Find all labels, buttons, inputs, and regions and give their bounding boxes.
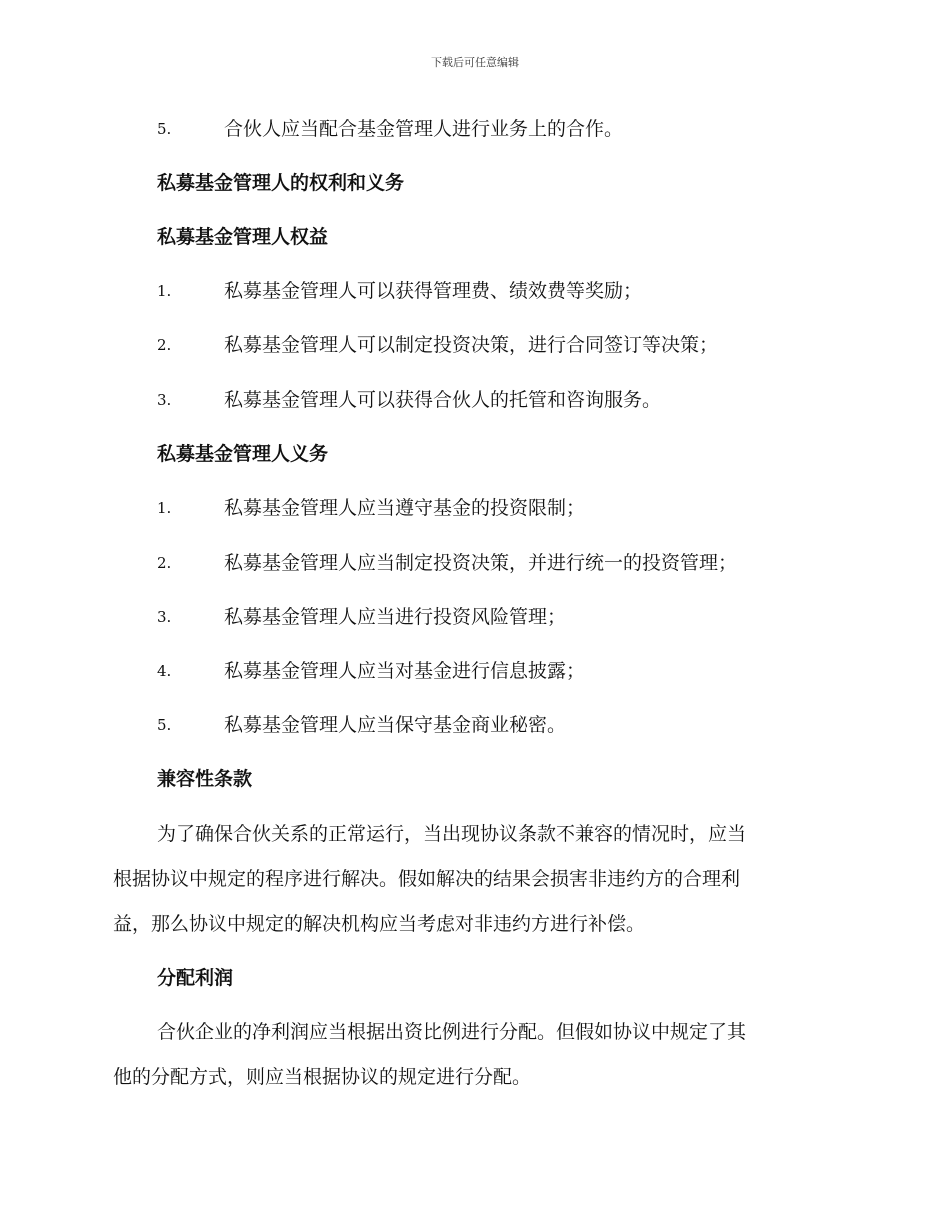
paragraph-line: 益，那么协议中规定的解决机构应当考虑对非违约方进行补偿。	[113, 913, 646, 935]
compatibility-paragraph	[113, 812, 833, 947]
rights-item	[0, 276, 950, 306]
list-number: 3.	[157, 391, 172, 409]
list-number: 4.	[157, 662, 172, 680]
rights-item	[0, 385, 950, 415]
list-text: 私募基金管理人应当进行投资风险管理；	[224, 606, 567, 628]
profit-paragraph	[113, 1010, 833, 1100]
page-header: 下载后可任意编辑	[431, 56, 519, 69]
rights-item	[0, 330, 950, 360]
list-text: 私募基金管理人应当保守基金商业秘密。	[224, 714, 567, 736]
duties-item	[0, 710, 950, 740]
list-text: 私募基金管理人应当对基金进行信息披露；	[224, 660, 586, 682]
paragraph-line: 合伙企业的净利润应当根据出资比例进行分配。但假如协议中规定了其	[157, 1021, 747, 1043]
list-number: 2.	[157, 554, 172, 572]
list-number: 1.	[157, 499, 172, 517]
duties-item	[0, 493, 950, 523]
list-text: 合伙人应当配合基金管理人进行业务上的合作。	[224, 118, 624, 140]
paragraph-line: 根据协议中规定的程序进行解决。假如解决的结果会损害非违约方的合理利	[113, 868, 741, 890]
paragraph-line: 他的分配方式，则应当根据协议的规定进行分配。	[113, 1066, 532, 1088]
section-heading-profit: 分配利润	[157, 967, 234, 989]
subheading-rights: 私募基金管理人权益	[157, 226, 329, 248]
list-number: 5.	[157, 716, 172, 734]
list-number: 2.	[157, 336, 172, 354]
paragraph-line: 为了确保合伙关系的正常运行，当出现协议条款不兼容的情况时，应当	[157, 823, 747, 845]
list-text: 私募基金管理人应当制定投资决策，并进行统一的投资管理；	[224, 552, 738, 574]
list-text: 私募基金管理人可以获得合伙人的托管和咨询服务。	[224, 389, 662, 411]
section-heading-manager: 私募基金管理人的权利和义务	[157, 172, 405, 194]
list-text: 私募基金管理人应当遵守基金的投资限制；	[224, 497, 586, 519]
list-number: 1.	[157, 282, 172, 300]
list-text: 私募基金管理人可以制定投资决策，进行合同签订等决策；	[224, 334, 719, 356]
duties-item	[0, 602, 950, 632]
duties-item	[0, 548, 950, 578]
subheading-duties: 私募基金管理人义务	[157, 443, 329, 465]
list-number: 3.	[157, 608, 172, 626]
list-item	[0, 114, 950, 144]
duties-item	[0, 656, 950, 686]
section-heading-compatibility: 兼容性条款	[157, 768, 253, 790]
list-text: 私募基金管理人可以获得管理费、绩效费等奖励；	[224, 280, 643, 302]
list-number: 5.	[157, 120, 172, 138]
